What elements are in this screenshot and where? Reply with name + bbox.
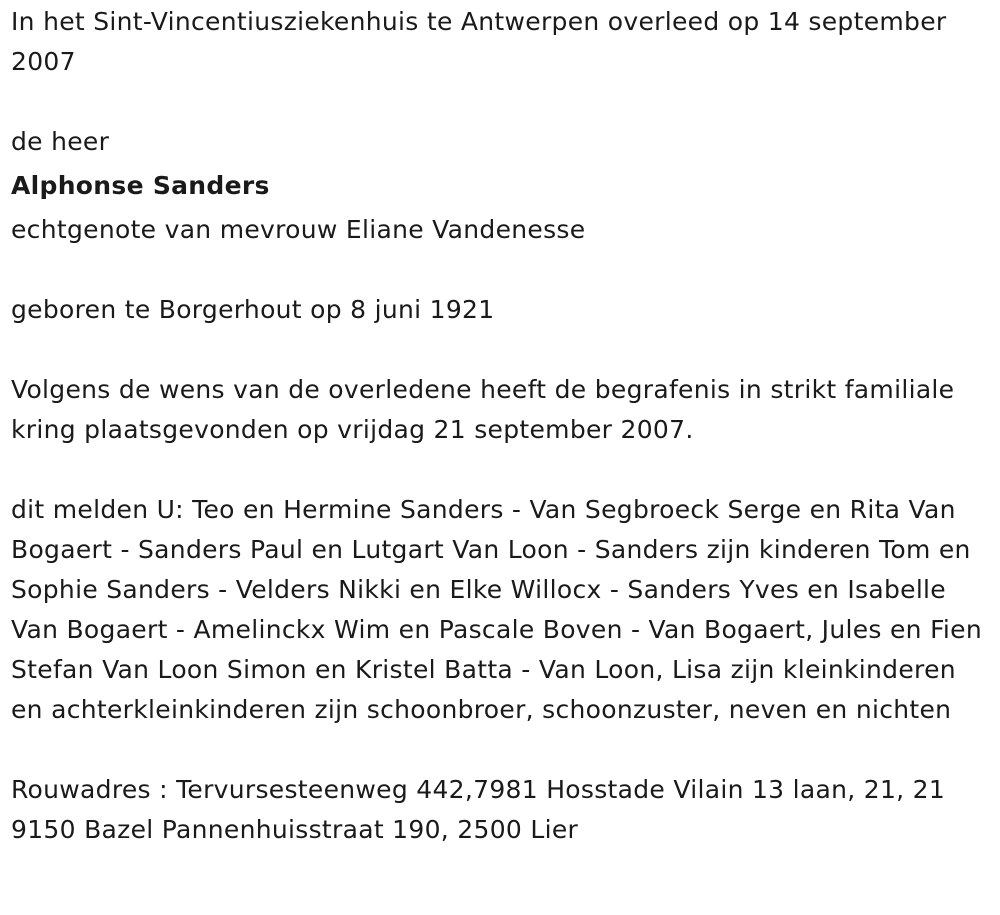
death-announcement: In het Sint-Vincentiusziekenhuis te Antwerpen overleed op 14 september 2007 [11,7,947,76]
family-paragraph: dit melden U: Teo en Hermine Sanders - Van Segbroeck Serge en Rita Van Bogaert - Sanders Paul en Lutgart Van Loon - Sanders zijn kinderen Tom en Sophie Sanders - Velders Nikki en Elke Willocx - Sanders Yves en Isabelle Van Bogaert - Amelinckx Wim en Pascale Boven - Van Bogaert, Jules en Fien Stefan Van Loon Simon en Kristel Batta - Van Loon, Lisa zijn kleinkinderen en achterkleinkinderen zijn schoonbroer, schoonzuster, neven en nichten [11,495,983,724]
spacer [11,450,990,490]
spacer [11,730,990,770]
spouse-line: echtgenote van mevrouw Eliane Vandenesse [11,215,586,244]
birth-line: geboren te Borgerhout op 8 juni 1921 [11,295,495,324]
spacer [11,82,990,122]
spacer [11,250,990,290]
spacer [11,330,990,370]
deceased-name: Alphonse Sanders [11,171,270,200]
salutation: de heer [11,127,110,156]
mourning-address: Rouwadres : Tervursesteenweg 442,7981 Hosstade Vilain 13 laan, 21, 21 9150 Bazel Pannenhuisstraat 190, 2500 Lier [11,775,946,844]
funeral-paragraph: Volgens de wens van de overledene heeft de begrafenis in strikt familiale kring plaatsgevonden op vrijdag 21 september 2007. [11,375,955,444]
